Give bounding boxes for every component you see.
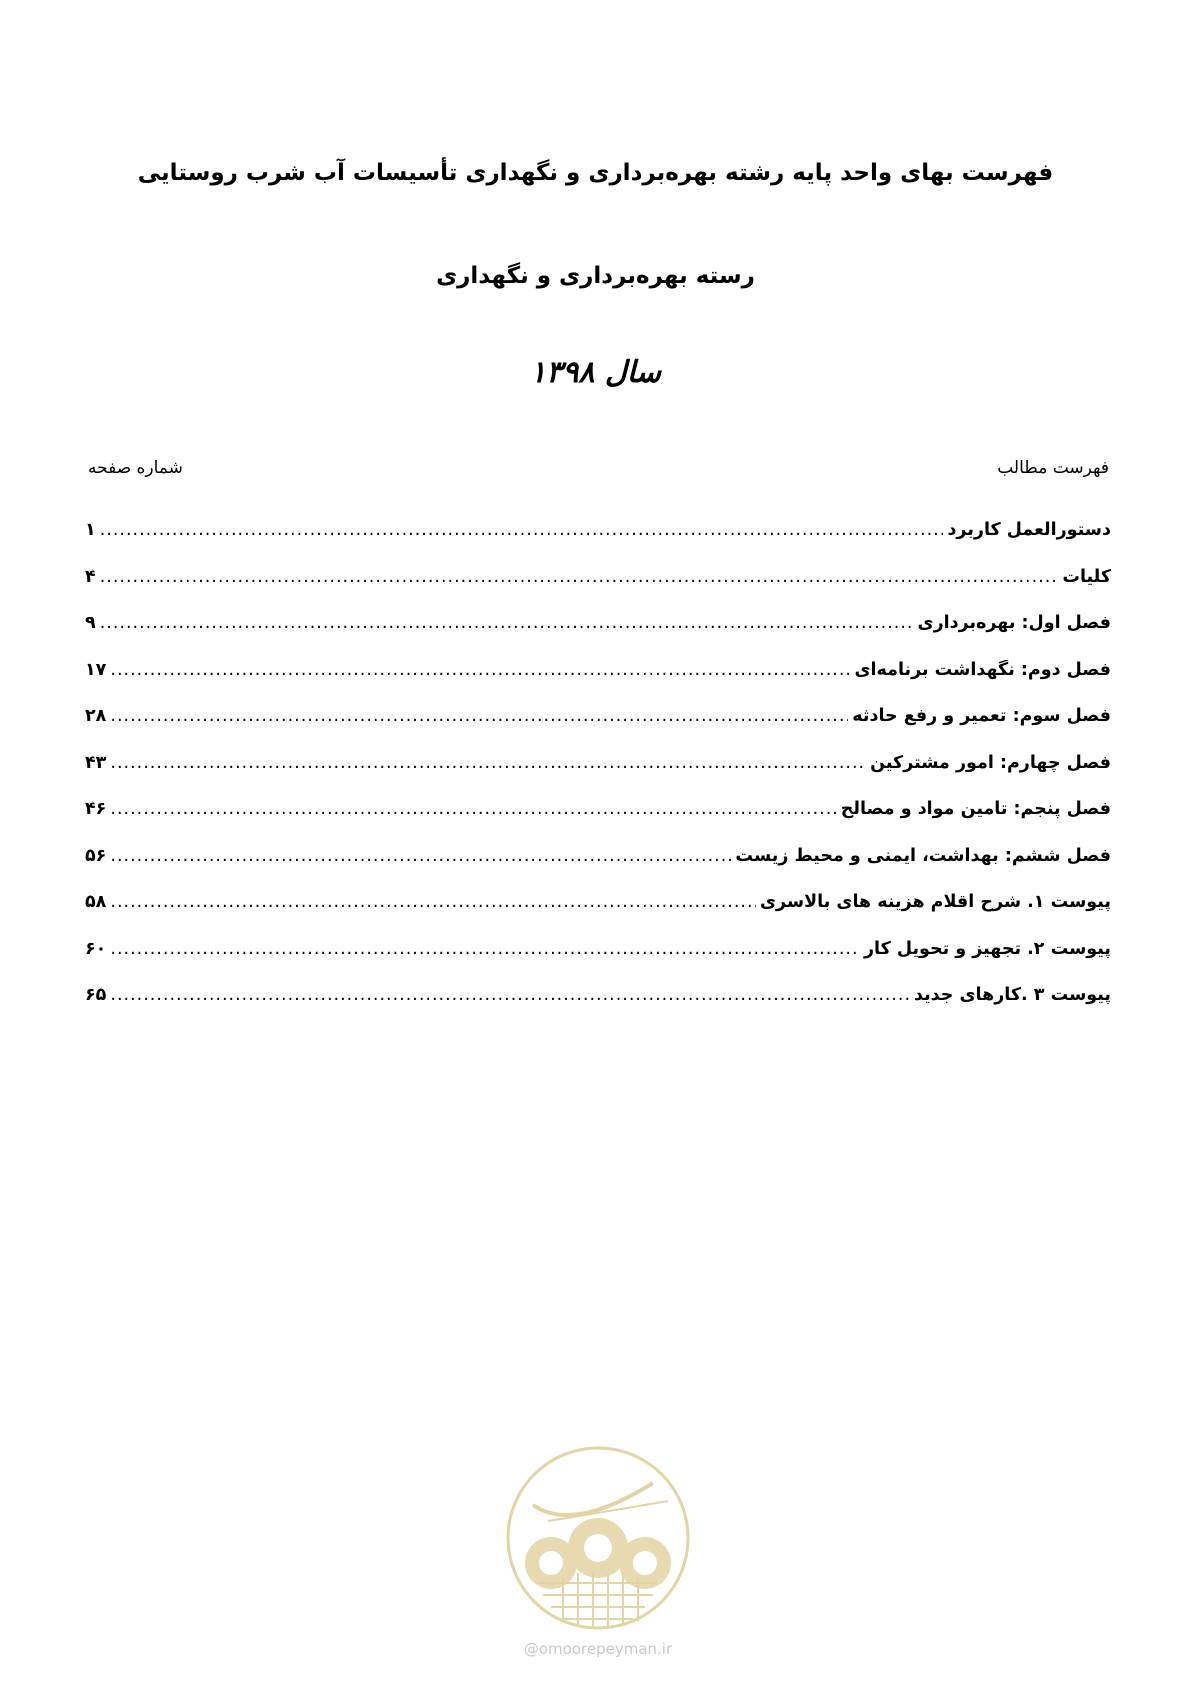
document-subtitle: رسته بهره‌برداری و نگهداری [436, 263, 755, 289]
toc-entry [85, 753, 1111, 800]
toc-entry [85, 892, 1111, 939]
toc-entry-page: ۶۰ [85, 938, 107, 959]
toc-entry-label: پیوست ۱. شرح اقلام هزینه های بالاسری [760, 892, 1111, 912]
toc-entry-label: فصل اول: بهره‌برداری [917, 613, 1111, 633]
toc-entry-label: فصل سوم: تعمیر و رفع حادثه [852, 706, 1111, 726]
document-title: فهرست بهای واحد پایه رشته بهره‌برداری و نگهداری تأسیسات آب شرب روستایی [137, 160, 1054, 186]
toc-dot-leader [100, 567, 1059, 587]
toc-entry-label: فصل دوم: نگهداشت برنامه‌ای [854, 659, 1111, 680]
logo-swoosh [533, 1483, 653, 1515]
toc-entry [85, 520, 1111, 567]
toc-entry-page: ۴۳ [85, 752, 107, 773]
toc-entry-page: ۴۶ [85, 799, 107, 819]
toc-entry-page: ۵۸ [85, 892, 107, 912]
toc-dot-leader [110, 706, 848, 726]
toc-entry-page: ۵۶ [85, 845, 107, 866]
toc-entry-label: پیوست ۳ .کارهای جدید [913, 985, 1111, 1005]
toc-dot-leader [110, 985, 910, 1005]
toc-heading: فهرست مطالب [997, 458, 1109, 478]
toc-dot-leader [100, 613, 914, 633]
toc-entry-label: پیوست ۲. تجهیز و تحویل کار [863, 938, 1111, 959]
toc-entry-label: فصل ششم: بهداشت، ایمنی و محیط زیست [735, 845, 1111, 866]
toc-entry-label: فصل پنجم: تامین مواد و مصالح [840, 799, 1111, 819]
toc-entry-page: ۱ [85, 520, 96, 540]
toc-dot-leader [110, 892, 756, 912]
toc-entry-page: ۴ [85, 566, 96, 587]
toc-dot-leader [110, 799, 836, 819]
toc-entry [85, 939, 1111, 986]
toc-dot-leader [110, 939, 860, 959]
toc-entry-label: فصل چهارم: امور مشترکین [870, 752, 1111, 773]
toc-entry-label: کلیات [1062, 566, 1111, 587]
table-of-contents [85, 520, 1111, 1032]
toc-entry [85, 706, 1111, 753]
toc-entry-page: ۶۵ [85, 985, 107, 1005]
toc-entry-page: ۲۸ [85, 706, 107, 726]
document-year: سال ۱۳۹۸ [530, 355, 661, 390]
toc-entry [85, 613, 1111, 660]
toc-entry-page: ۹ [85, 613, 96, 633]
toc-dot-leader [110, 753, 866, 773]
toc-entry [85, 567, 1111, 614]
toc-dot-leader [100, 520, 944, 540]
toc-dot-leader [110, 846, 731, 866]
toc-entry-page: ۱۷ [85, 659, 107, 680]
toc-entry [85, 846, 1111, 893]
toc-entry [85, 985, 1111, 1032]
watermark-logo [503, 1443, 693, 1633]
toc-entry [85, 799, 1111, 846]
logo-swoosh-2 [548, 1501, 668, 1521]
toc-entry [85, 660, 1111, 707]
toc-dot-leader [110, 660, 850, 680]
toc-entry-label: دستورالعمل کاربرد [947, 520, 1111, 540]
page-number-heading: شماره صفحه [88, 458, 183, 478]
watermark-url: @omoorepeyman.ir [523, 1640, 673, 1658]
